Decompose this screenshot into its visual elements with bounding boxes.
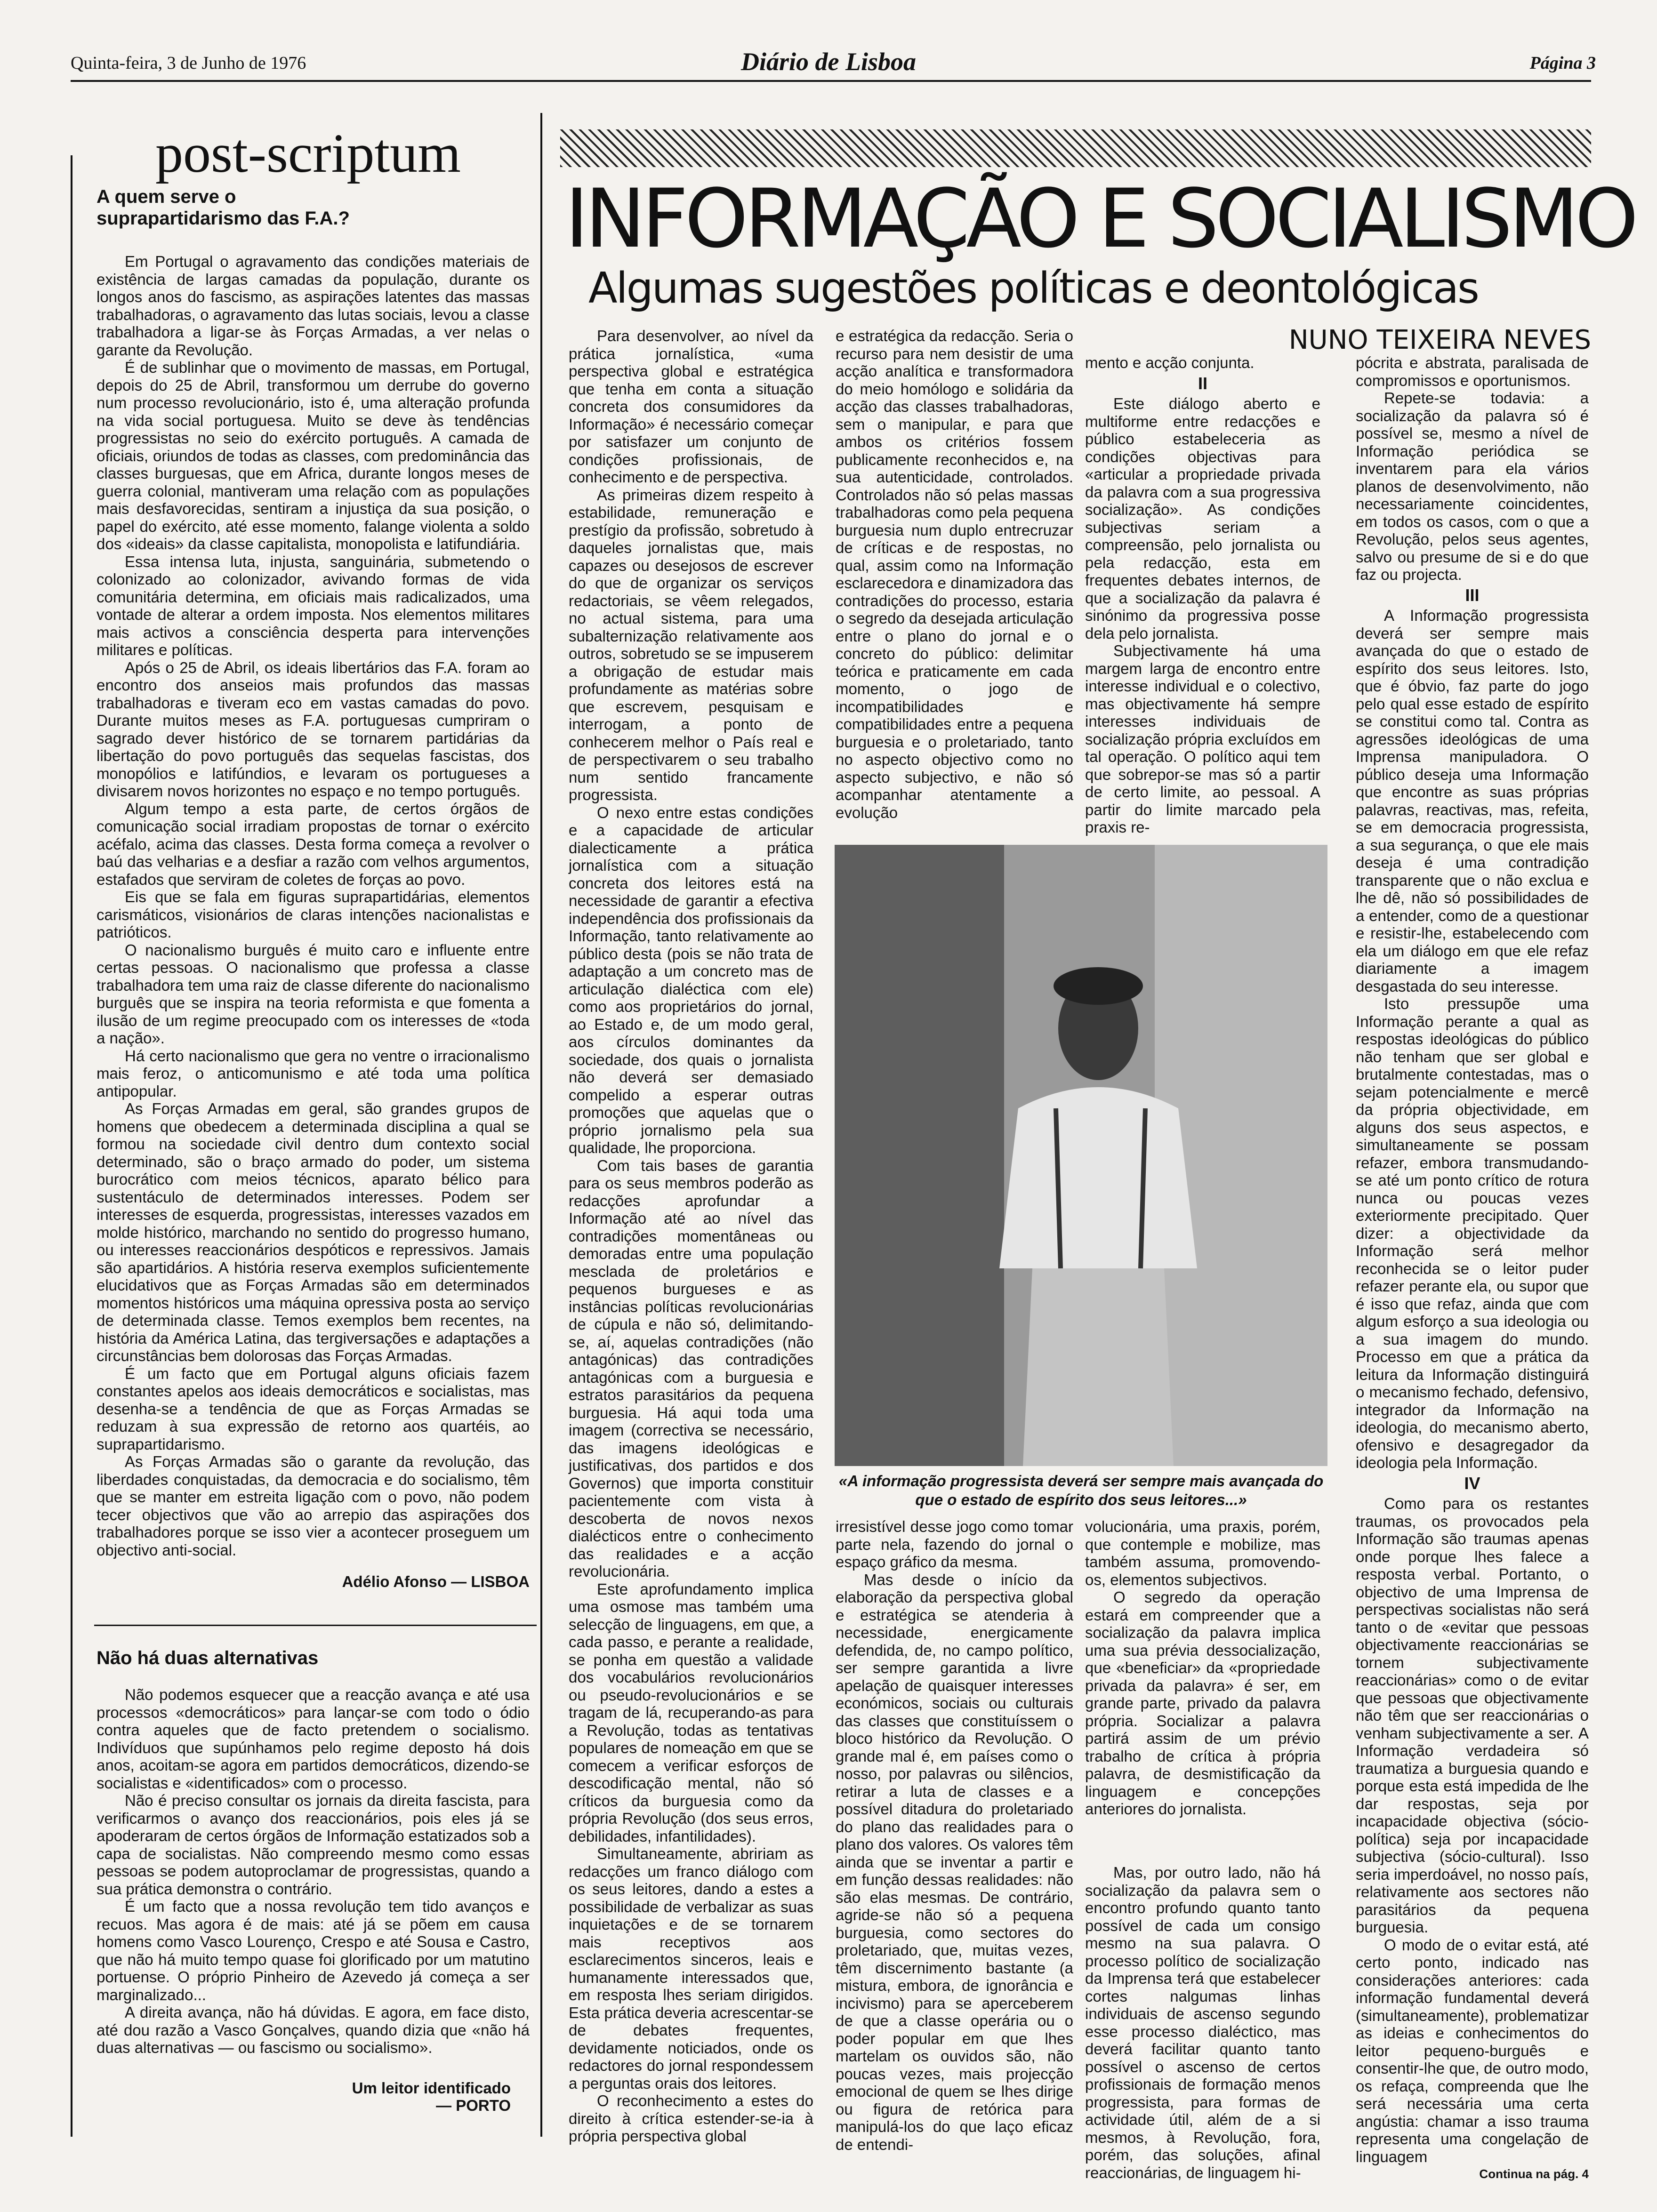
paragraph: Este aprofundamento implica uma osmose mas também uma selecção de linguagens, em que, a cada passo, e perante a realidade, se ponha em questão a validade dos vocabulários revolucionários ou pseudo-revolucionários e se tragam de lá, recuperando-as para a Revolução, todas as tentativas populares de nomeação em que se comecem a verificar esforços de descodificação mental, não só críticos da burguesia como da própria Revolução (dos seus erros, debilidades, infantilidades). [569, 1580, 813, 1845]
paragraph: Após o 25 de Abril, os ideais libertários das F.A. foram ao encontro dos anseios mais profundos das massas trabalhadoras e tiveram eco em vastas camadas do povo. Durante muitos meses as F.A. portuguesas cumpriram o sagrado dever histórico de se tornarem partidárias da libertação do povo português das sequelas fascistas, dos monopólios e latifúndios, e levaram os portugueses a divisarem novos horizontes no espaço e no tempo português. [97, 658, 530, 800]
article-divider [94, 1625, 537, 1626]
paragraph: Como para os restantes traumas, os provocados pela Informação são traumas apenas onde porque lhes falece a resposta verbal. Portanto, o objectivo de uma Imprensa de perspectivas socialistas não será tanto o de «evitar que pessoas objectivamente reaccionárias se tornem subjectivamente reaccionárias» como o de evitar que pessoas que objectivamente não têm que ser reaccionárias o venham subjectivamente a ser. A Informação verdadeira só traumatiza a burguesia quando e porque esta está impedida de lhe dar respostas, seja por incapacidade objectiva (sócio-política) seja por incapacidade subjectiva (sócio-cultural). Isso seria imperdoável, no nosso país, relativamente aos sectores não parasitários da pequena burguesia. [1356, 1495, 1589, 1936]
paragraph: Não é preciso consultar os jornais da direita fascista, para verificarmos o avanço dos reaccionários, pois eles já se apoderaram de certos órgãos de Informação estatizados sob a capa de socialistas. Não compreendo mesmo como essas pessoas se podem autoproclamar de progressistas, quando a sua prática demonstra o contrário. [97, 1792, 530, 1898]
article-1-headline: A quem serve o suprapartidarismo das F.A.? [97, 186, 350, 229]
paragraph: O nacionalismo burguês é muito caro e influente entre certas pessoas. O nacionalismo que professa a classe trabalhadora tem uma raiz de classe diferente do nacionalismo burguês que se inspira na teoria reformista e que fomenta a ilusão de um regime preocupado com os interesses de «toda a nação». [97, 941, 530, 1047]
paragraph: Em Portugal o agravamento das condições materiais de existência de largas camadas da população, durante os longos anos do fascismo, as aspirações latentes das massas trabalhadoras, o agravamento das lutas sociais, levou a classe trabalhadora a ligar-se às Forças Armadas, a ver nelas o garante da Revolução. [97, 253, 530, 359]
article-1-body [97, 253, 530, 1559]
main-subheadline: Algumas sugestões políticas e deontológicas [588, 264, 1478, 313]
main-column-3-top [1085, 354, 1320, 836]
paragraph: mento e acção conjunta. [1085, 354, 1255, 371]
continued-note: Continua na pág. 4 [1479, 2167, 1589, 2181]
article-2-body [97, 1686, 530, 2057]
paragraph: irresistível desse jogo como tomar parte nela, fazendo do jornal o espaço gráfico da mesma. [836, 1518, 1073, 1571]
page-number: Página 3 [1529, 53, 1596, 73]
section-numeral-iv: IV [1464, 1473, 1480, 1493]
paragraph: Para desenvolver, ao nível da prática jornalística, «uma perspectiva global e estratégica que tenha em conta a situação concreta dos consumidores da Informação» é necessário começar por satisfazer um conjunto de condições profissionais, de conhecimento e de perspectiva. [569, 327, 813, 486]
paragraph: O nexo entre estas condições e a capacidade de articular dialecticamente a prática jornalística com a situação concreta dos leitores está na necessidade de garantir a efectiva independência dos profissionais da Informação, tanto relativamente ao público desta (pois se não trata de adaptação a um concreto mas de articulação dialéctica com ele) como aos proprietários do jornal, ao Estado e, de um modo geral, aos círculos dominantes da sociedade, dos quais o jornalista não deverá ser demasiado compelido a esperar outras promoções que aquelas que o próprio jornalismo pela sua qualidade, lhe proporciona. [569, 803, 813, 1156]
paragraph: Não podemos esquecer que a reacção avança e até usa processos «democráticos» para lançar-se com todo o ódio contra aqueles que de facto pretendem o socialismo. Indivíduos que supúnhamos pelo regime deposto há dois anos, acoitam-se agora em partidos democráticos, dizendo-se socialistas e «identificados» com o processo. [97, 1686, 530, 1792]
section-numeral-ii: II [1198, 373, 1207, 393]
paragraph: pócrita e abstrata, paralisada de compromissos e oportunismos. [1356, 354, 1589, 389]
photo-illustration [835, 845, 1327, 1466]
main-column-3-bottom [1085, 1518, 1320, 1818]
masthead-rule [71, 80, 1591, 82]
main-headline: INFORMAÇÃO E SOCIALISMO [565, 171, 1635, 266]
section-numeral-iii: III [1465, 585, 1480, 605]
main-column-3-bottom-b [1085, 1864, 1320, 2181]
paragraph: O segredo da operação estará em compreender que a socialização da palavra implica uma sua prévia dessocialização, que «beneficiar» da «propriedade privada da palavra» é ser, em grande parte, privado da palavra própria. Socializar a palavra partirá assim de um prévio trabalho de crítica à própria palavra, de desmistificação da linguagem e concepções anteriores do jornalista. [1085, 1588, 1320, 1818]
paragraph: volucionária, uma praxis, porém, que contemple e mobilize, mas também assuma, promovendo-os, elementos subjectivos. [1085, 1518, 1320, 1588]
author-byline: NUNO TEIXEIRA NEVES [1288, 325, 1591, 355]
issue-date: Quinta-feira, 3 de Junho de 1976 [71, 53, 306, 73]
paragraph: As primeiras dizem respeito à estabilidade, remuneração e prestígio da profissão, sobretudo à daqueles jornalistas que, mais capazes ou desejosos de escrever do que de organizar os serviços redactoriais, se vêem relegados, no actual sistema, para uma subalternização relativamente aos outros, sobretudo se se impuserem a obrigação de estudar mais profundamente as matérias sobre que escrevem, pesquisam e interrogam, a ponto de conhecerem melhor o País real e de perspectivarem o seu trabalho num sentido francamente progressista. [569, 486, 813, 803]
main-column-4 [1356, 354, 1589, 2183]
article-2-signature-name: Um leitor identificado [352, 2079, 511, 2097]
paragraph: O modo de o evitar está, até certo ponto, indicado nas considerações anteriores: cada informação fundamental deverá (simultaneamente), problematizar as ideias e conhecimentos do leitor pequeno-burguês e consentir-lhe que, de outro modo, os refaça, compreenda que lhe será necessária uma certa angústia: chamar a isso trauma representa uma congelação de linguagem [1356, 1936, 1589, 2165]
paragraph: Repete-se todavia: a socialização da palavra só é possível se, mesmo a nível de Informação periódica se inventarem para ela vários planos de desenvolvimento, não necessariamente coincidentes, em todos os casos, com o que a Revolução, pelos seus agentes, salvo ou presume de si e do que faz ou projecta. [1356, 389, 1589, 583]
paragraph: As Forças Armadas são o garante da revolução, das liberdades conquistadas, da democracia e do socialismo, têm que se manter em estreita ligação com o povo, não podem tecer objectivos que vão ao arrepio das aspirações dos trabalhadores porque se isso vier a acontecer proseguem um objectivo anti-social. [97, 1453, 530, 1559]
paragraph: É um facto que em Portugal alguns oficiais fazem constantes apelos aos ideais democráticos e socialistas, mas desenha-se a tendência de que as Forças Armadas se reduzam à sua expressão de retorno aos quartéis, ao suprapartidarismo. [97, 1364, 530, 1453]
main-column-2-top [836, 327, 1073, 821]
paragraph: Isto pressupõe uma Informação perante a qual as respostas ideológicas do público não tenham que ser global e brutalmente contestadas, mas o sejam potencialmente e mercê da própria objectividade, em alguns dos seus aspectos, e simultaneamente se possam refazer, embora transmudando-se até um ponto crítico de rotura nunca ou poucas vezes exteriormente precipitado. Quer dizer: a objectividade da Informação será melhor reconhecida se o leitor puder refazer perante ela, ou supor que é isso que refaz, ainda que com algum esforço a sua ideologia ou a sua imagem do mundo. Processo em que a prática da leitura da Informação distinguirá o mecanismo fechado, defensivo, integrador da Informação na ideologia, do mecanismo aberto, ofensivo e desagregador da ideologia pela Informação. [1356, 995, 1589, 1471]
paragraph: É um facto que a nossa revolução tem tido avanços e recuos. Mas agora é de mais: até já se põem em causa homens como Vasco Lourenço, Crespo e até Sousa e Castro, que não há muito tempo quase foi glorificado por um matutino portuense. O próprio Pinheiro de Azevedo já começa a ser marginalizado... [97, 1898, 530, 2004]
photo-caption: «A informação progressista deverá ser sempre mais avançada do que o estado de espírito dos seus leitores...» [838, 1472, 1324, 1508]
section-title: post-scriptum [155, 122, 461, 184]
paragraph: A direita avança, não há dúvidas. E agora, em face disto, até dou razão a Vasco Gonçalves, quando dizia que «não há duas alternativas — ou fascismo ou socialismo». [97, 2004, 530, 2056]
paragraph: Este diálogo aberto e multiforme entre redacções e público estabeleceria as condições objectivas para «articular a propriedade privada da palavra com a sua progressiva socialização». As condições subjectivas seriam a compreensão, pelo jornalista ou pela redacção, esta em frequentes debates internos, de que a socialização da palavra é sinónimo da progressiva posse dela pelo jornalista. [1085, 395, 1320, 642]
paragraph: As Forças Armadas em geral, são grandes grupos de homens que obedecem a determinada disciplina a qual se formou na sociedade civil dentro dum contexto social determinado, são o braço armado do poder, um sistema burocrático com meios técnicos, aparato bélico para sustentáculo de determinados interesses. Podem ser interesses de esquerda, progressistas, interesses vazados em molde histórico, marchando no sentido do progresso humano, ou interesses reaccionários despóticos e repressivos. Jamais são apartidários. A história reserva exemplos suficientemente elucidativos que as Forças Armadas são em determinados momentos históricos uma máquina opressiva posta ao serviço de determinada classe. Temos exemplos bem recentes, na história da América Latina, das tergiversações e adaptações a circunstâncias bem dolorosas das Forças Armadas. [97, 1100, 530, 1364]
paragraph: Com tais bases de garantia para os seus membros poderão as redacções aprofundar a Informação até ao nível das contradições momentâneas ou demoradas entre uma população mesclada de proletários e pequenos burgueses e as instâncias políticas revolucionárias de cúpula e não só, delimitando-se, aí, aquelas contradições (não antagónicas) das contradições antagónicas com a burguesia e estratos parasitários da pequena burguesia. Há aqui toda uma imagem (correctiva se necessário, das imagens ideológicas e justificativas, dos partidos e dos Governos) que importa constituir pacientemente com vista à descoberta de novos nexos dialécticos entre o conhecimento das realidades e a acção revolucionária. [569, 1156, 813, 1580]
paragraph: O reconhecimento a estes do direito à crítica estender-se-ia à própria perspectiva global [569, 2092, 813, 2145]
paragraph: Eis que se fala em figuras suprapartidárias, elementos carismáticos, visionários de claras intenções nacionalistas e patrióticos. [97, 888, 530, 941]
article-2-headline: Não há duas alternativas [97, 1648, 319, 1668]
left-column-right-rule [540, 113, 542, 2137]
paragraph: Subjectivamente há uma margem larga de encontro entre interesse individual e o colectivo, mas objectivamente há sempre interesses individuais de socialização própria excluídos em tal operação. O político aqui tem que sobrepor-se mas só a partir de certo limite, ao pessoal. A partir do limite marcado pela praxis re- [1085, 642, 1320, 836]
article-1 [97, 186, 530, 1591]
main-column-1 [569, 327, 813, 2145]
newspaper-name: Diário de Lisboa [741, 48, 916, 76]
paragraph: Algum tempo a esta parte, de certos órgãos de comunicação social irradiam propostas de tornar o exército acéfalo, acima das classes. Desta forma começa a revolver o baú das velharias e a desfiar a razão com velhos argumentos, estafados que serviram de coletes de forças ao povo. [97, 800, 530, 888]
left-column-rule [71, 155, 72, 2137]
paragraph: É de sublinhar que o movimento de massas, em Portugal, depois do 25 de Abril, transformou um derrube do governo num processo revolucionário, isto é, uma alteração profunda na vida social portuguesa. Muito se deve às tendências progressistas no seio do exército português. A camada de oficiais, oriundos de todas as classes, com predominância das classes burguesas, que em Africa, durante longos meses de guerra colonial, mantiveram uma relação com as populações mais desfavorecidas, sentiram a injustiça da sua posição, o papel do exército, até esse momento, falange violenta a soldo dos «ideais» da classe capitalista, monopolista e latifundiária. [97, 359, 530, 553]
paragraph: Essa intensa luta, injusta, sanguinária, submetendo o colonizado ao colonizador, avivando formas de vida comunitária determina, em oficiais mais radicalizados, uma vontade de alterar a ordem imposta. Nos elementos militares mais activos a consciência desperta para intervenções militares e políticas. [97, 553, 530, 658]
article-2-signature-city: — PORTO [436, 2097, 511, 2114]
headline-hatch-band [560, 129, 1591, 167]
paragraph: Simultaneamente, abririam as redacções um franco diálogo com os seus leitores, dando a estes a possibilidade de verbalizar as suas inquietações e de se tornarem mais receptivos aos esclarecimentos sinceros, leais e humanamente interessados que, em resposta lhes seriam dirigidos. Esta prática deveria acrescentar-se de debates frequentes, devidamente noticiados, onde os redactores do jornal respondessem a perguntas orais dos leitores. [569, 1845, 813, 2092]
paragraph: A Informação progressista deverá ser sempre mais avançada do que o estado de espírito dos seus leitores. Isto, que é óbvio, faz parte do jogo pelo qual esse estado de espírito se constitui como tal. Contra as agressões ideológicas de uma Imprensa manipuladora. O público deseja uma Informação que encontre as suas próprias palavras, reactivas, mas, refeita, se em democracia progressista, a sua segurança, o que ele mais deseja é uma contradição transparente que o não exclua e lhe dê, não só possibilidades de a entender, como de a questionar e resistir-lhe, estabelecendo com ela um diálogo em que ele refaz diariamente a imagem desgastada do seu interesse. [1356, 607, 1589, 995]
main-column-2-bottom [836, 1518, 1073, 2153]
paragraph: Mas desde o início da elaboração da perspectiva global e estratégica se atenderia à necessidade, energicamente defendida, de, no campo político, ser sempre garantida a livre apelação de quaisquer interesses económicos, sociais ou culturais das classes que constituíssem o bloco histórico da Revolução. O grande mal é, em países como o nosso, por palavras ou silêncios, retirar a luta de classes e a possível ditadura do proletariado do plano das realidades para o plano dos valores. Os valores têm ainda que se inventar a partir e em função dessas realidades: não são elas mesmas. De contrário, agride-se não só a pequena burguesia, como sectores do proletariado, que, muitas vezes, têm discernimento bastante (a mistura, embora, de ignorância e incivismo) para se aperceberem de que a classe operária ou o poder popular em que lhes martelam os ouvidos são, não poucas vezes, mais projecção emocional de quem se lhes dirige ou figura de retórica para manipulá-los do que laço eficaz de entendi- [836, 1571, 1073, 2153]
paragraph: e estratégica da redacção. Seria o recurso para nem desistir de uma acção analítica e transformadora do meio homólogo e solidária da acção das classes trabalhadoras, sem o manipular, e para que ambos os critérios fossem publicamente reconhecidos e, na sua autenticidade, controlados. Controlados não só pelas massas trabalhadoras como pela pequena burguesia num duplo entrecruzar de críticas e de respostas, no qual, assim como na Informação esclarecedora e dinamizadora das contradições do processo, estaria o segredo da desejada articulação entre o plano do jornal e o concreto do público: delimitar teórica e praticamente em cada momento, o jogo de incompatibilidades e compatibilidades entre a pequena burguesia e o proletariado, tanto no aspecto objectivo como no aspecto subjectivo, e não só acompanhar atentamente a evolução [836, 327, 1073, 821]
paragraph: Há certo nacionalismo que gera no ventre o irracionalismo mais feroz, o anticomunismo e até toda uma política antipopular. [97, 1047, 530, 1100]
article-1-signature: Adélio Afonso — LISBOA [342, 1573, 530, 1590]
article-photo [835, 845, 1327, 1466]
article-2 [97, 1647, 530, 2057]
paragraph: Mas, por outro lado, não há socialização da palavra sem o encontro profundo quanto tanto possível de cada um consigo mesmo na sua palavra. O processo político de socialização da Imprensa terá que estabelecer cortes nalgumas linhas individuais de ascenso segundo esse processo dialéctico, mas deverá facilitar quanto tanto possível o ascenso de certos profissionais de formação menos progressista, para formas de actividade útil, além de a si mesmos, à Revolução, fora, porém, das soluções, afinal reaccionárias, de linguagem hi- [1085, 1864, 1320, 2181]
